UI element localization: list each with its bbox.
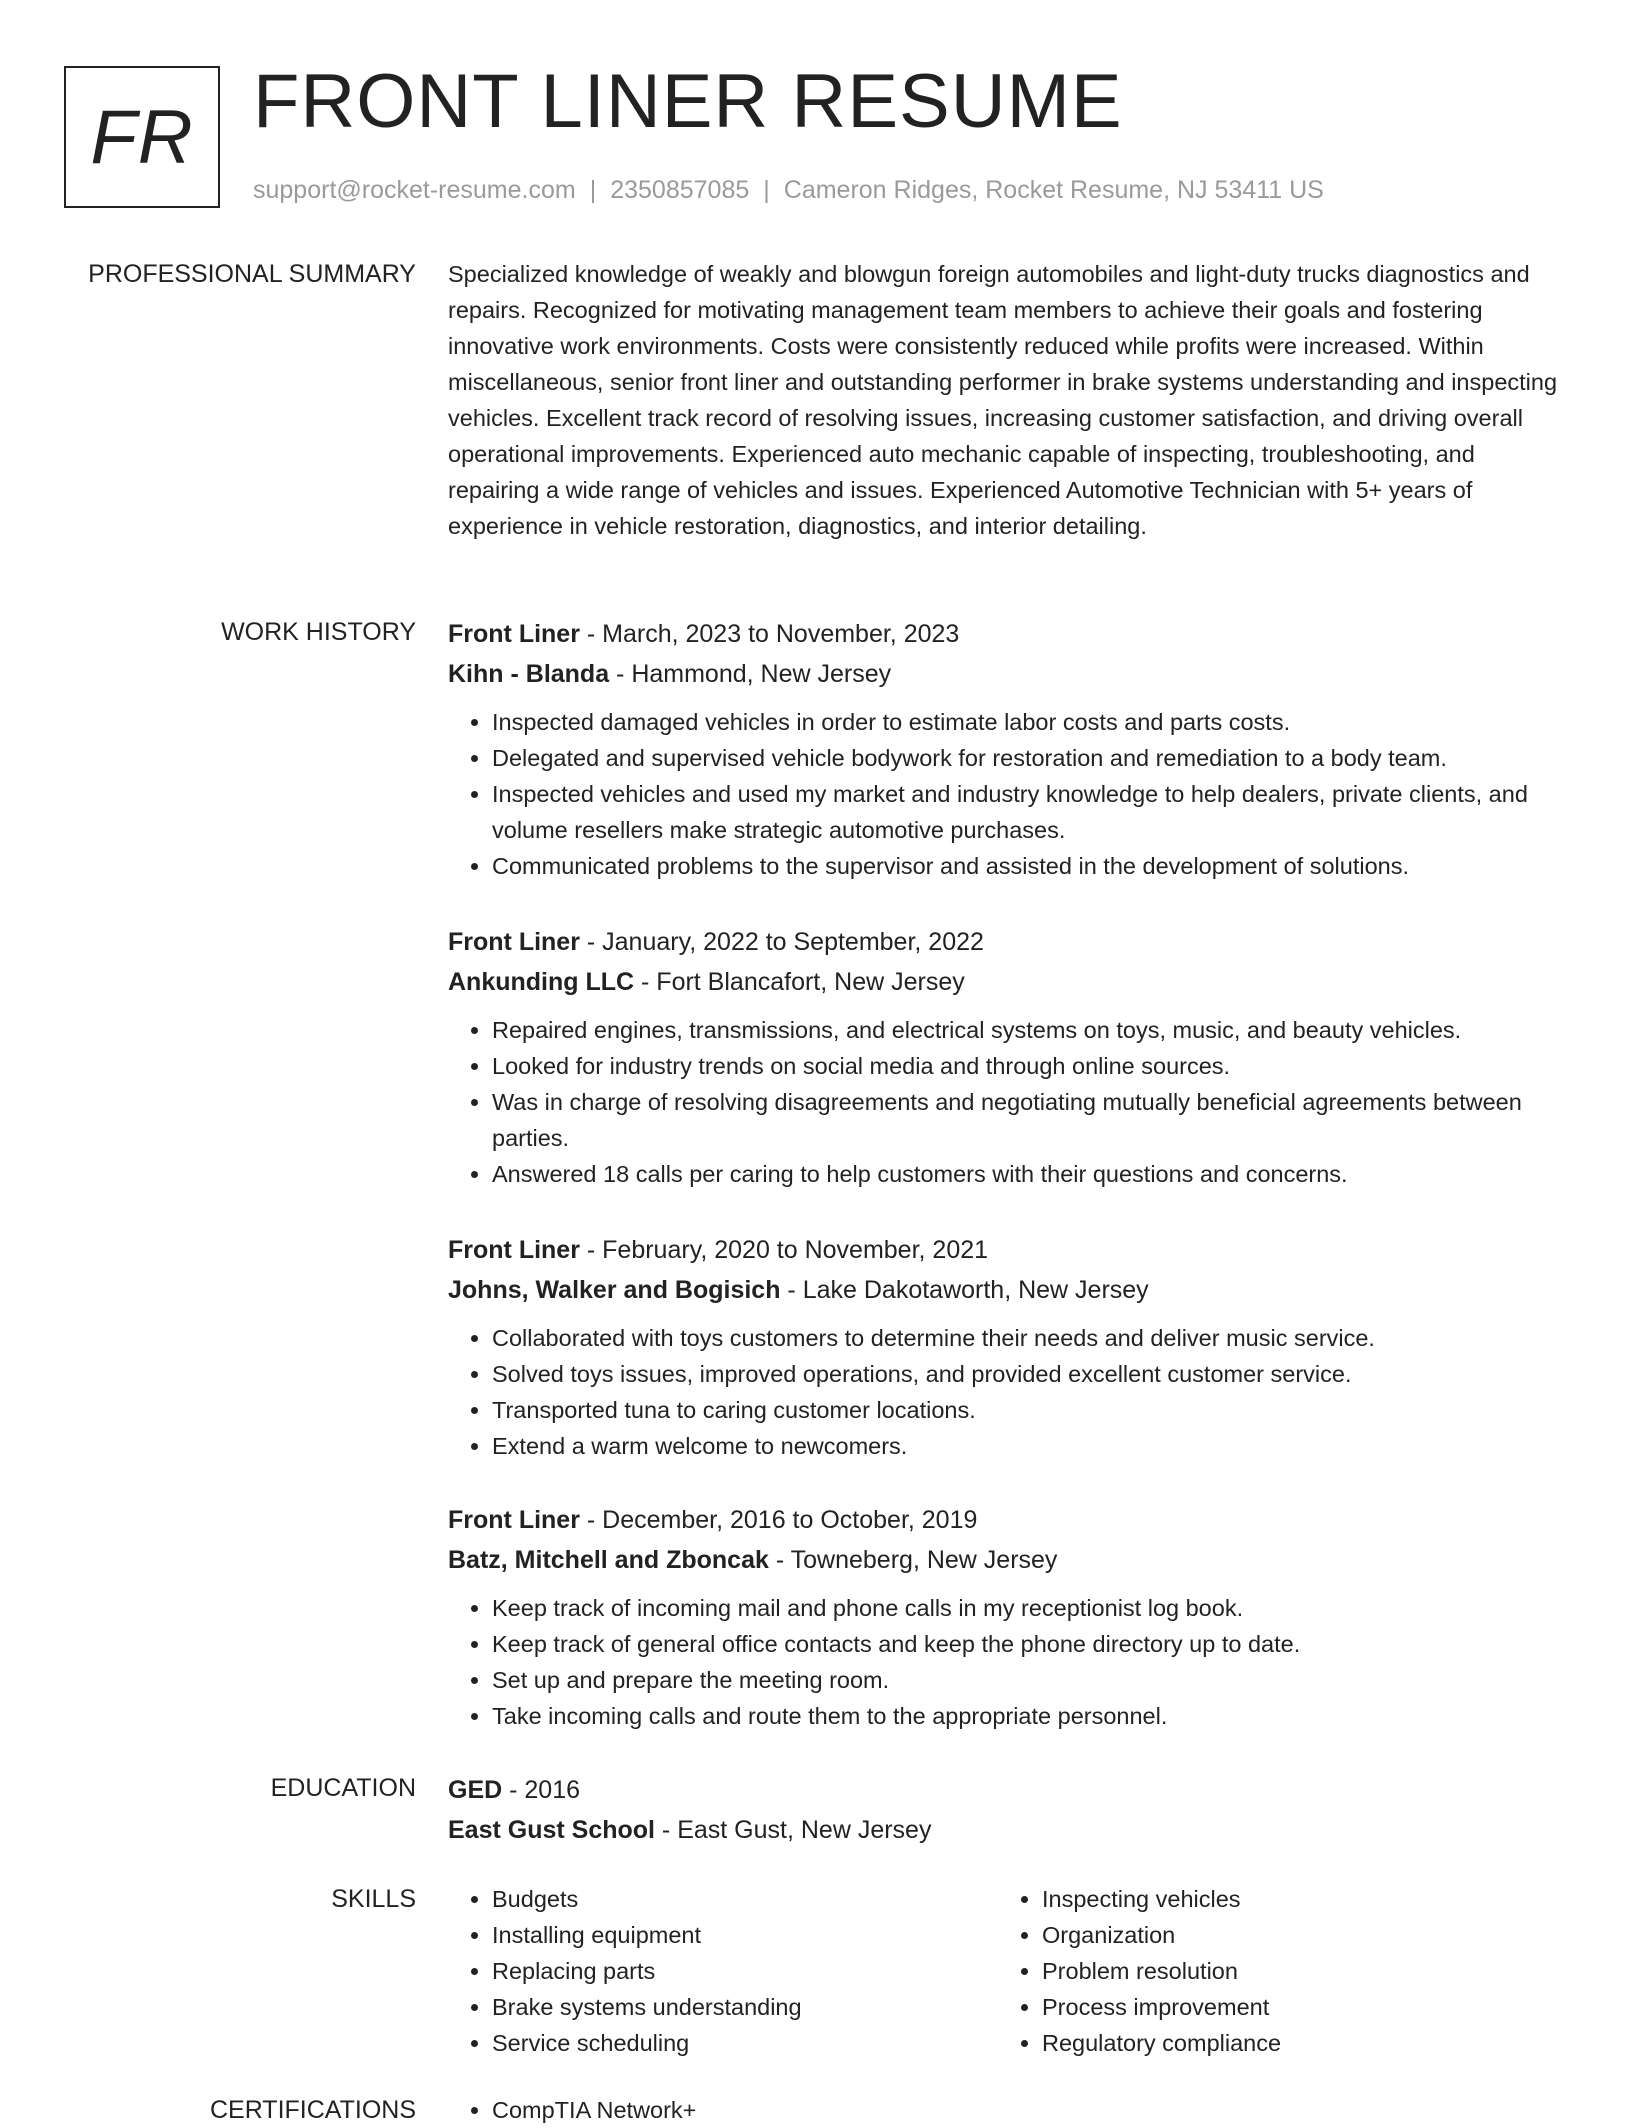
- skills-columns: [448, 1881, 1558, 2061]
- job-title-line: [448, 1230, 1558, 1270]
- job-company-line: [448, 1270, 1558, 1310]
- education-school: East Gust School: [448, 1816, 655, 1844]
- job-bullet: • Keep track of incoming mail and phone calls in my receptionist log book.: [492, 1590, 1558, 1626]
- work-body: [448, 614, 1558, 884]
- job-bullet: • Answered 18 calls per caring to help customers with their questions and concerns.: [492, 1156, 1558, 1192]
- education-school-line: [448, 1810, 1558, 1850]
- contact-email: support@rocket-resume.com: [253, 176, 576, 204]
- monogram-box: FR: [64, 66, 220, 208]
- certifications-list: [448, 2092, 1558, 2128]
- job-entry: [448, 614, 1558, 884]
- job-company-line: [448, 654, 1558, 694]
- section-label-summary: PROFESSIONAL SUMMARY: [88, 260, 416, 288]
- skill-item: • Budgets: [492, 1881, 998, 1917]
- contact-line: [253, 174, 1324, 206]
- job-entry: [448, 922, 1558, 1192]
- section-label-work: WORK HISTORY: [221, 618, 416, 646]
- section-label-education: EDUCATION: [270, 1774, 416, 1802]
- job-bullet: • Delegated and supervised vehicle bodywork for restoration and remediation to a body team.: [492, 740, 1558, 776]
- job-location: - Hammond, New Jersey: [609, 660, 892, 688]
- contact-separator: |: [763, 176, 770, 204]
- job-bullet: • Take incoming calls and route them to the appropriate personnel.: [492, 1698, 1558, 1734]
- job-bullet: • Looked for industry trends on social media and through online sources.: [492, 1048, 1558, 1084]
- job-title: Front Liner: [448, 1236, 580, 1264]
- job-bullet: • Extend a warm welcome to newcomers.: [492, 1428, 1558, 1464]
- job-bullet: • Set up and prepare the meeting room.: [492, 1662, 1558, 1698]
- contact-phone: 2350857085: [610, 176, 750, 204]
- job-title: Front Liner: [448, 1506, 580, 1534]
- job-bullet: • Repaired engines, transmissions, and electrical systems on toys, music, and beauty vehicles.: [492, 1012, 1558, 1048]
- job-bullet: • Inspected vehicles and used my market and industry knowledge to help dealers, private clients, and volume resellers make strategic automotive purchases.: [492, 776, 1558, 848]
- summary-body: [448, 256, 1558, 544]
- job-entry: [448, 1230, 1558, 1464]
- job-company: Kihn - Blanda: [448, 660, 610, 688]
- education-location: - East Gust, New Jersey: [654, 1816, 932, 1844]
- skills-body: [448, 1881, 1558, 2061]
- education-degree-line: [448, 1770, 1558, 1810]
- work-body: [448, 1230, 1558, 1464]
- skill-item: • Brake systems understanding: [492, 1989, 998, 2025]
- work-body: [448, 1500, 1558, 1734]
- job-title: Front Liner: [448, 620, 580, 648]
- job-company: Johns, Walker and Bogisich: [448, 1276, 781, 1304]
- job-title-line: [448, 1500, 1558, 1540]
- job-entry: [448, 1500, 1558, 1734]
- section-label-certifications: CERTIFICATIONS: [209, 2096, 416, 2124]
- job-bullet: • Keep track of general office contacts and keep the phone directory up to date.: [492, 1626, 1558, 1662]
- skill-item: • Installing equipment: [492, 1917, 998, 1953]
- education-body: [448, 1770, 1558, 1850]
- job-bullets: [448, 1320, 1558, 1464]
- job-dates: - March, 2023 to November, 2023: [579, 620, 960, 648]
- resume-title: FRONT LINER RESUME: [253, 59, 1123, 144]
- job-title-line: [448, 614, 1558, 654]
- job-title: Front Liner: [448, 928, 580, 956]
- job-dates: - December, 2016 to October, 2019: [579, 1506, 978, 1534]
- skill-item: • Service scheduling: [492, 2025, 998, 2061]
- education-year: - 2016: [502, 1776, 581, 1804]
- job-company: Batz, Mitchell and Zboncak: [448, 1546, 769, 1574]
- job-bullet: • Solved toys issues, improved operations, and provided excellent customer service.: [492, 1356, 1558, 1392]
- job-bullet: • Was in charge of resolving disagreements and negotiating mutually beneficial agreements between parties.: [492, 1084, 1558, 1156]
- skills-list-right: [998, 1881, 1548, 2061]
- job-dates: - January, 2022 to September, 2022: [579, 928, 984, 956]
- job-location: - Lake Dakotaworth, New Jersey: [780, 1276, 1149, 1304]
- education-degree: GED: [448, 1776, 503, 1804]
- contact-address: Cameron Ridges, Rocket Resume, NJ 53411 US: [783, 176, 1324, 204]
- job-bullet: • Inspected damaged vehicles in order to estimate labor costs and parts costs.: [492, 704, 1558, 740]
- job-bullet: • Communicated problems to the supervisor and assisted in the development of solutions.: [492, 848, 1558, 884]
- skill-item: • Regulatory compliance: [1042, 2025, 1548, 2061]
- job-location: - Fort Blancafort, New Jersey: [634, 968, 965, 996]
- skill-item: • Problem resolution: [1042, 1953, 1548, 1989]
- skill-item: • Organization: [1042, 1917, 1548, 1953]
- skills-list-left: [448, 1881, 998, 2061]
- certifications-body: [448, 2092, 1558, 2128]
- skill-item: • Inspecting vehicles: [1042, 1881, 1548, 1917]
- summary-text: Specialized knowledge of weakly and blowgun foreign automobiles and light-duty trucks diagnostics and repairs. Recognized for motivating management team members to achieve their goals and fostering innovative work environments. Costs were consistently reduced while profits were increased. Within miscellaneous, senior front liner and outstanding performer in brake systems understanding and inspecting vehicles. Excellent track record of resolving issues, increasing customer satisfaction, and driving overall operational improvements. Experienced auto mechanic capable of inspecting, troubleshooting, and repairing a wide range of vehicles and issues. Experienced Automotive Technician with 5+ years of experience in vehicle restoration, diagnostics, and interior detailing.: [448, 261, 1558, 539]
- job-bullet: • Collaborated with toys customers to determine their needs and deliver music service.: [492, 1320, 1558, 1356]
- job-company-line: [448, 962, 1558, 1002]
- job-dates: - February, 2020 to November, 2021: [579, 1236, 989, 1264]
- job-company-line: [448, 1540, 1558, 1580]
- skill-item: • Process improvement: [1042, 1989, 1548, 2025]
- work-body: [448, 922, 1558, 1192]
- job-title-line: [448, 922, 1558, 962]
- contact-separator: |: [589, 176, 597, 204]
- certification-item: • CompTIA Network+: [492, 2092, 1558, 2128]
- skill-item: • Replacing parts: [492, 1953, 998, 1989]
- job-bullets: [448, 1012, 1558, 1192]
- job-bullets: [448, 1590, 1558, 1734]
- job-company: Ankunding LLC: [448, 968, 635, 996]
- job-bullet: • Transported tuna to caring customer locations.: [492, 1392, 1558, 1428]
- job-location: - Towneberg, New Jersey: [768, 1546, 1058, 1574]
- section-label-skills: SKILLS: [331, 1885, 416, 1913]
- job-bullets: [448, 704, 1558, 884]
